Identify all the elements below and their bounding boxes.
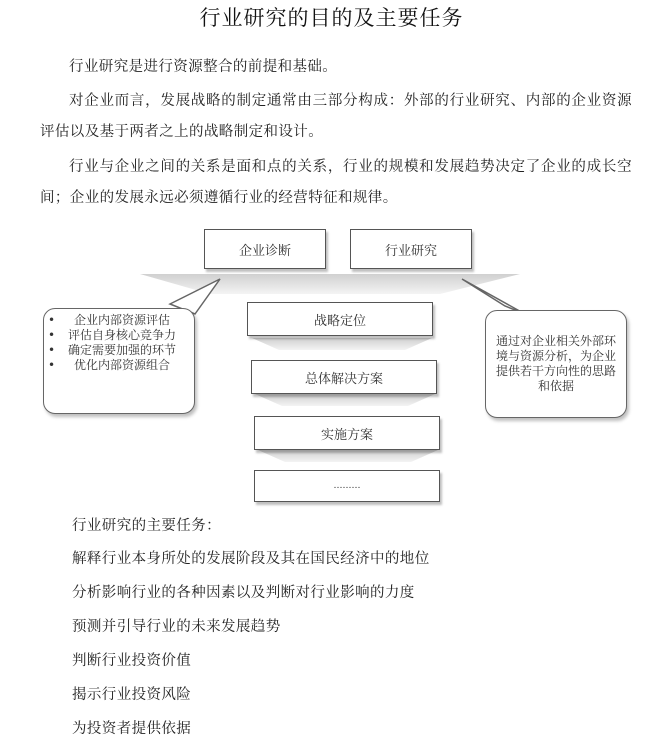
task-item: 为投资者提供依据 xyxy=(72,721,192,737)
left-bubble-item: • 确定需要加强的环节 xyxy=(56,343,188,358)
box-enterprise-diagnosis: 企业诊断 xyxy=(204,229,326,269)
task-item: 预测并引导行业的未来发展趋势 xyxy=(72,619,281,635)
task-item: 揭示行业投资风险 xyxy=(72,687,192,703)
left-bubble xyxy=(43,308,195,414)
tasks-heading: 行业研究的主要任务： xyxy=(72,518,221,534)
step-overall-solution: 总体解决方案 xyxy=(251,360,437,394)
left-bubble-item: • 评估自身核心竞争力 xyxy=(56,328,188,343)
paragraph-1: 行业研究是进行资源整合的前提和基础。 xyxy=(69,59,338,75)
step-strategic-positioning: 战略定位 xyxy=(247,302,433,336)
left-bubble-item: • 企业内部资源评估 xyxy=(56,313,188,328)
paragraph-2: 对企业而言，发展战略的制定通常由三部分构成：外部的行业研究、内部的企业资源评估以及基于两者之上的战略制定和设计。 xyxy=(40,93,632,140)
step-ellipsis: ……… xyxy=(254,470,440,502)
task-item: 判断行业投资价值 xyxy=(72,653,192,669)
right-bubble: 通过对企业相关外部环境与资源分析，为企业提供若干方向性的思路和依据 xyxy=(485,310,627,418)
strategy-diagram xyxy=(0,224,663,514)
task-item: 解释行业本身所处的发展阶段及其在国民经济中的地位 xyxy=(72,551,430,567)
box-industry-research: 行业研究 xyxy=(350,229,472,269)
step-implementation-plan: 实施方案 xyxy=(254,416,440,450)
task-item: 分析影响行业的各种因素以及判断对行业影响的力度 xyxy=(72,585,415,601)
page-title: 行业研究的目的及主要任务 xyxy=(199,6,464,30)
paragraph-3: 行业与企业之间的关系是面和点的关系，行业的规模和发展趋势决定了企业的成长空间；企业的发展永远必须遵循行业的经营特征和规律。 xyxy=(40,159,632,206)
left-bubble-item: • 优化内部资源组合 xyxy=(56,358,188,373)
